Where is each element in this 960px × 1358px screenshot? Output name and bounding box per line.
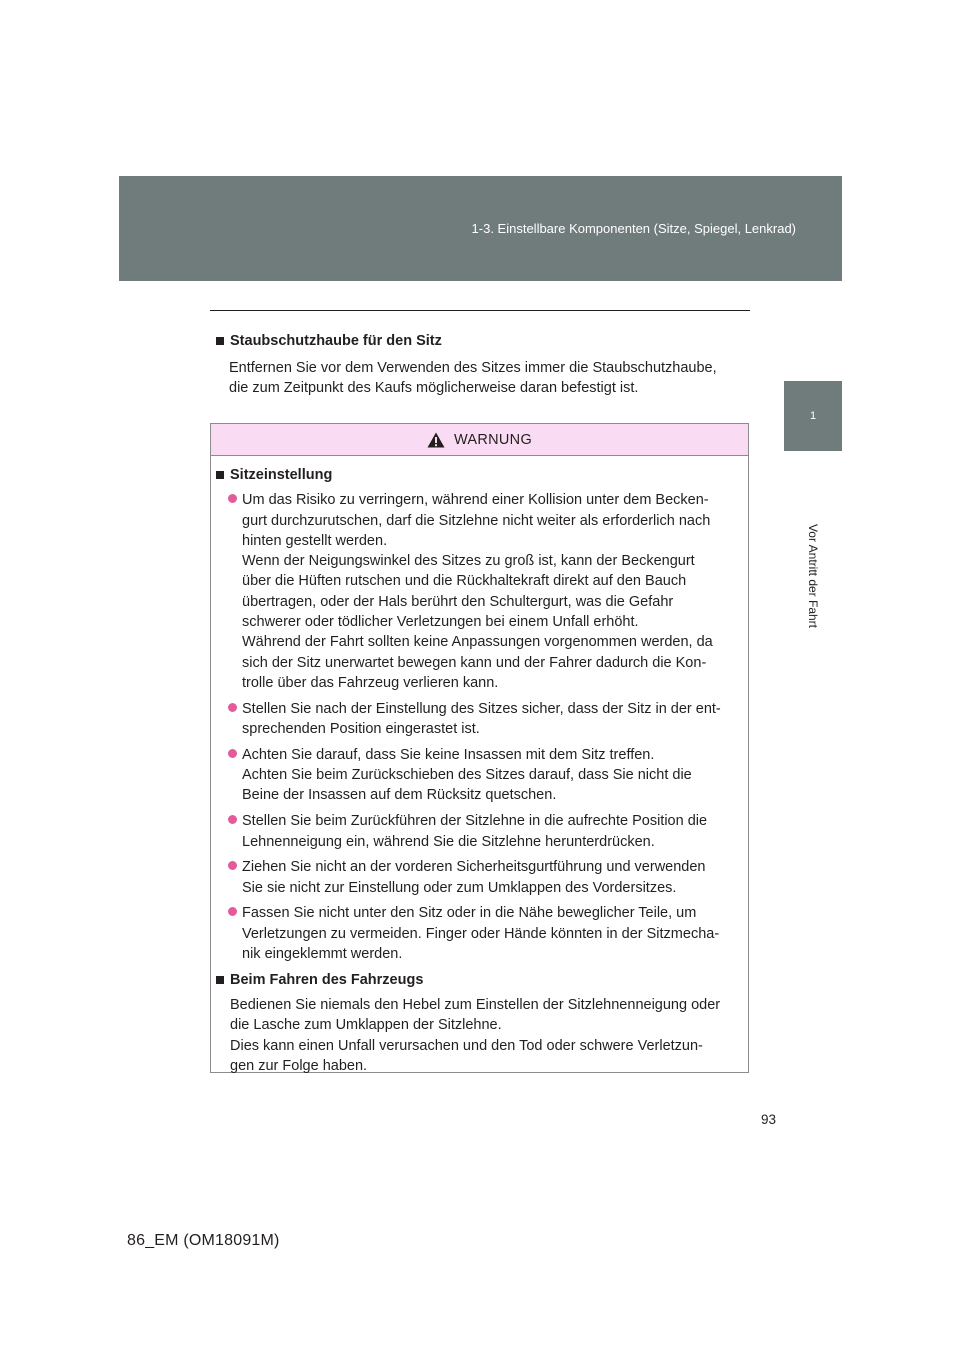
subheading-text: Beim Fahren des Fahrzeugs xyxy=(230,971,424,988)
intro-section xyxy=(216,331,744,399)
text-line: Entfernen Sie vor dem Verwenden des Sitzes immer die Staubschutzhaube, xyxy=(229,359,717,376)
text-line: über die Hüften rutschen und die Rückhaltekraft direkt auf den Bauch xyxy=(242,573,687,590)
warning-subheading xyxy=(216,465,742,485)
square-bullet-icon xyxy=(216,337,224,345)
list-item xyxy=(216,903,742,964)
text-line: gen zur Folge haben. xyxy=(230,1058,368,1075)
intro-heading xyxy=(216,331,744,352)
text-line: Fassen Sie nicht unter den Sitz oder in die Nähe beweglicher Teile, um xyxy=(242,905,697,922)
text-line: Sie sie nicht zur Einstellung oder zum Umklappen des Vordersitzes. xyxy=(242,879,677,896)
text-line: hinten gestellt werden. xyxy=(242,532,388,549)
text-line: Wenn der Neigungswinkel des Sitzes zu groß ist, kann der Beckengurt xyxy=(242,553,695,570)
intro-paragraph xyxy=(229,358,744,399)
square-bullet-icon xyxy=(216,976,224,984)
text-line: Bedienen Sie niemals den Hebel zum Einstellen der Sitzlehnenneigung oder xyxy=(230,997,721,1014)
text-line: die Lasche zum Umklappen der Sitzlehne. xyxy=(230,1017,502,1034)
text-line: Während der Fahrt sollten keine Anpassungen vorgenommen werden, da xyxy=(242,634,713,651)
chapter-tab[interactable]: 1 xyxy=(784,381,842,451)
bullet-dot-icon xyxy=(228,815,237,824)
bullet-dot-icon xyxy=(228,749,237,758)
warning-box xyxy=(210,423,749,1073)
warning-header xyxy=(211,424,748,456)
text-line: Beine der Insassen auf dem Rücksitz quetschen. xyxy=(242,787,557,804)
text-line: Stellen Sie nach der Einstellung des Sitzes sicher, dass der Sitz in der ent- xyxy=(242,700,721,717)
text-line: Dies kann einen Unfall verursachen und den Tod oder schwere Verletzun- xyxy=(230,1037,703,1054)
subheading-text: Sitzeinstellung xyxy=(230,467,333,483)
bullet-dot-icon xyxy=(228,861,237,870)
chapter-title: Vor Antritt der Fahrt xyxy=(806,523,820,629)
text-line: gurt durchzurutschen, darf die Sitzlehne nicht weiter als erforderlich nach xyxy=(242,512,711,529)
bullet-dot-icon xyxy=(228,703,237,712)
text-line: Ziehen Sie nicht an der vorderen Sicherheitsgurtführung und verwenden xyxy=(242,859,706,876)
text-line: Stellen Sie beim Zurückführen der Sitzlehne in die aufrechte Position die xyxy=(242,813,708,830)
list-item xyxy=(216,745,742,806)
text-line: Achten Sie beim Zurückschieben des Sitzes darauf, dass Sie nicht die xyxy=(242,767,692,784)
text-line: Verletzungen zu vermeiden. Finger oder Hände könnten in der Sitzmecha- xyxy=(242,925,720,942)
bullet-dot-icon xyxy=(228,907,237,916)
header-band xyxy=(119,176,842,281)
text-line: Achten Sie darauf, dass Sie keine Insassen mit dem Sitz treffen. xyxy=(242,746,655,763)
bullet-dot-icon xyxy=(228,494,237,503)
section-title: 1-3. Einstellbare Komponenten (Sitze, Spiegel, Lenkrad) xyxy=(471,221,796,236)
text-line: nik eingeklemmt werden. xyxy=(242,946,403,963)
warning-subheading xyxy=(216,970,742,990)
text-line: übertragen, oder der Hals berührt den Schultergurt, was die Gefahr xyxy=(242,593,674,610)
text-line: sich der Sitz unerwartet bewegen kann und der Fahrer dadurch die Kon- xyxy=(242,654,707,671)
square-bullet-icon xyxy=(216,471,224,479)
list-item xyxy=(216,857,742,898)
text-line: trolle über das Fahrzeug verlieren kann. xyxy=(242,674,499,691)
text-line: sprechenden Position eingerastet ist. xyxy=(242,721,480,738)
list-item xyxy=(216,490,742,693)
warning-label: WARNUNG xyxy=(453,431,533,448)
text-line: Lehnenneigung ein, während Sie die Sitzlehne herunterdrücken. xyxy=(242,833,655,850)
list-item xyxy=(216,699,742,740)
warning-triangle-icon xyxy=(427,432,445,448)
text-line: schwerer oder tödlicher Verletzungen bei einem Unfall erhöht. xyxy=(242,614,639,631)
warning-body xyxy=(211,456,748,1076)
warning-paragraph xyxy=(216,995,742,1076)
list-item xyxy=(216,811,742,852)
divider xyxy=(210,310,750,311)
text-line: Um das Risiko zu verringern, während einer Kollision unter dem Becken- xyxy=(242,492,709,509)
document-code: 86_EM (OM18091M) xyxy=(127,1232,280,1249)
intro-heading-text: Staubschutzhaube für den Sitz xyxy=(230,333,442,349)
page-number: 93 xyxy=(761,1112,777,1127)
text-line: die zum Zeitpunkt des Kaufs möglicherweise daran befestigt ist. xyxy=(229,380,639,396)
